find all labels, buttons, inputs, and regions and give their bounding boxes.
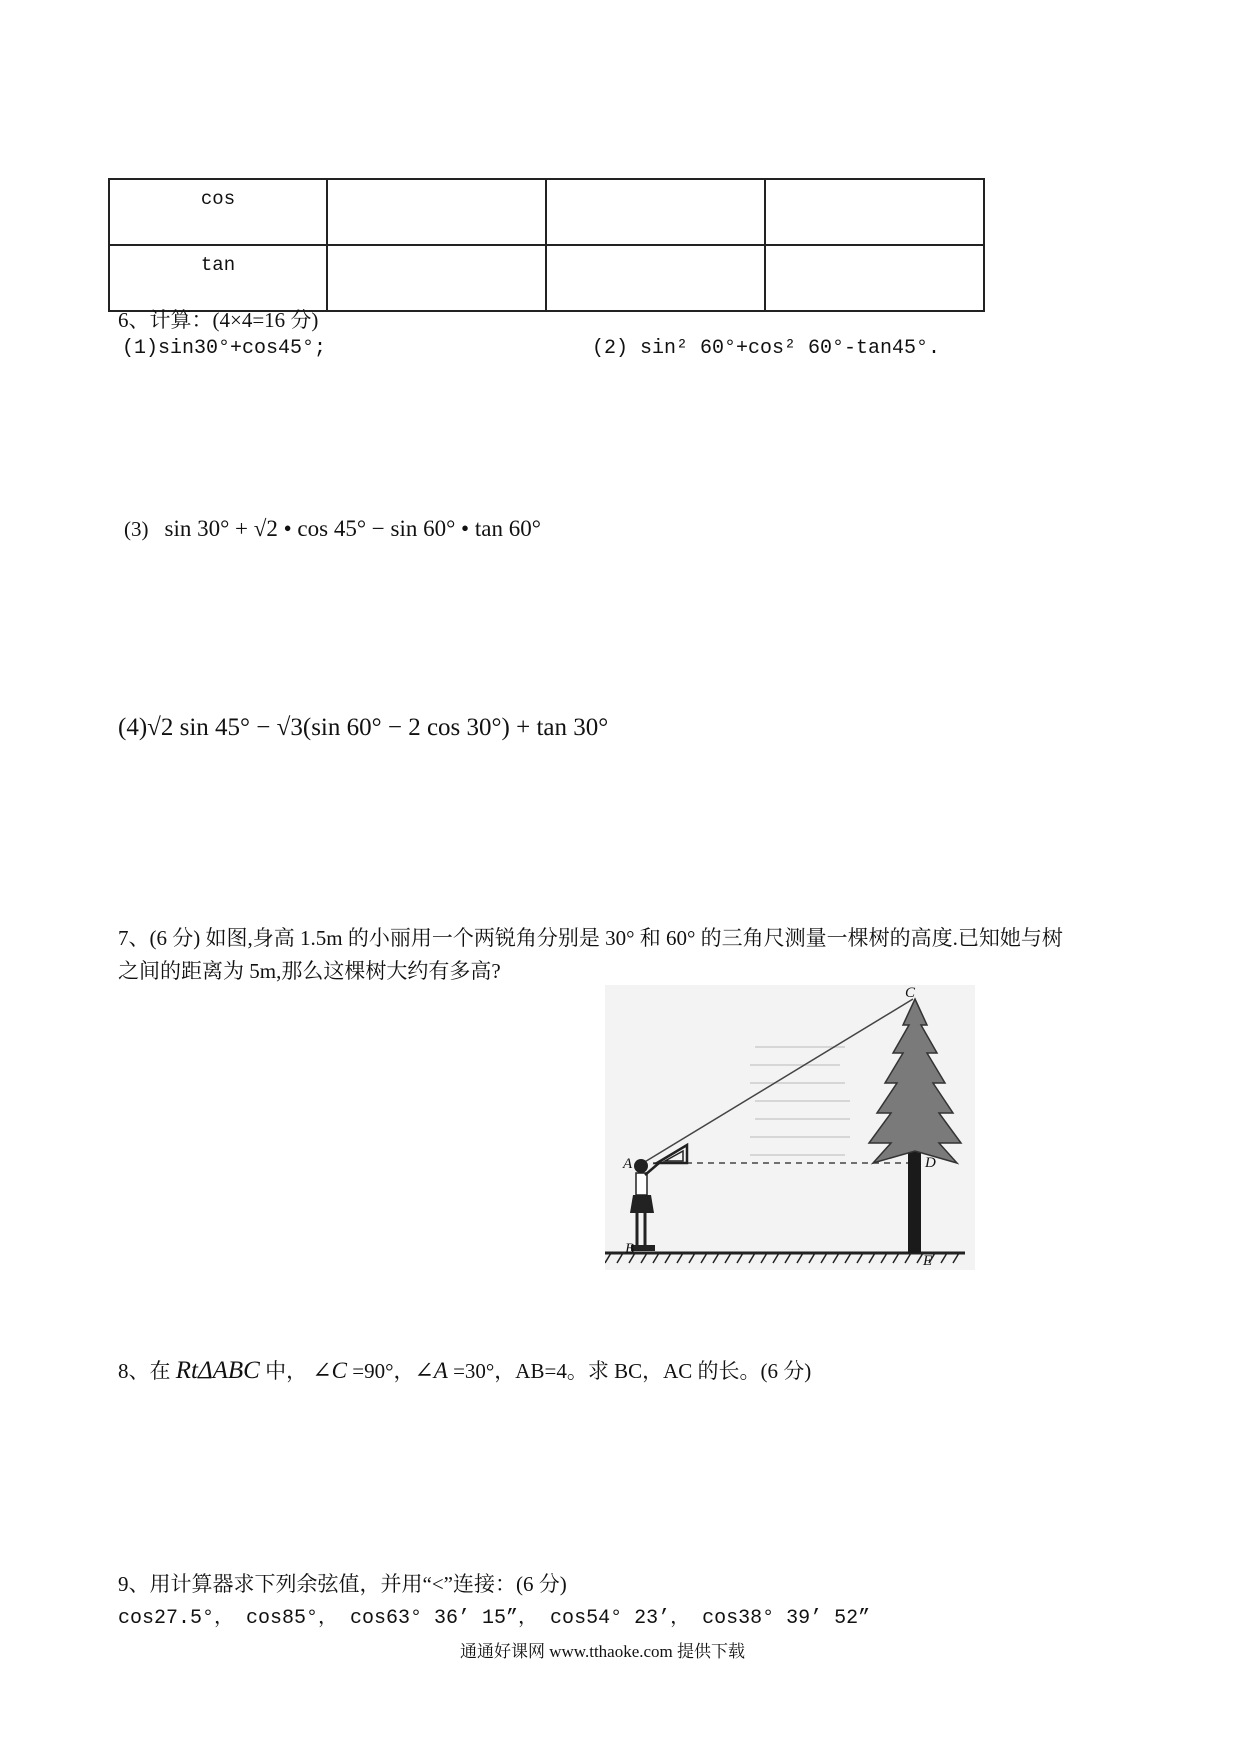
label-d: D xyxy=(925,1155,936,1171)
q8-triangle: RtΔABC xyxy=(175,1357,260,1384)
q8-prefix: 8、在 xyxy=(118,1359,176,1383)
table-cell xyxy=(765,245,984,311)
q8-angle-c: ∠C xyxy=(312,1358,347,1383)
trig-values-table xyxy=(108,178,985,312)
q9-line1: 9、用计算器求下列余弦值，并用“<”连接：(6 分) xyxy=(118,1572,567,1596)
q6-part1: (1)sin30°+cos45°; xyxy=(122,337,327,360)
label-c: C xyxy=(905,985,916,1001)
footer-text: 通通好课网 www.tthaoke.com 提供下载 xyxy=(460,1642,746,1661)
table-cell xyxy=(546,245,765,311)
q8-middle: 中， xyxy=(259,1359,313,1383)
table-cell xyxy=(327,245,546,311)
table-cell xyxy=(546,179,765,245)
table-cell-label: cos xyxy=(109,179,327,245)
q6-part3-label: (3) xyxy=(124,517,149,541)
q8-angle-a-value: =30°，AB=4。求 BC，AC 的长。(6 分) xyxy=(447,1359,812,1383)
label-a: A xyxy=(623,1156,633,1172)
q8-angle-c-value: =90°， xyxy=(346,1359,415,1383)
table-row xyxy=(109,245,984,311)
table-cell-label: tan xyxy=(109,245,327,311)
q6-part2: (2) sin² 60°+cos² 60°-tan45°. xyxy=(592,337,941,360)
q7-line1: 7、(6 分) 如图,身高 1.5m 的小丽用一个两锐角分别是 30° 和 60° 的三角尺测量一棵树的高度.已知她与树 xyxy=(118,926,1063,950)
q6-part4-expression: (4)√2 sin 45° − √3(sin 60° − 2 cos 30°) + tan 30° xyxy=(118,714,609,741)
table-cell xyxy=(765,179,984,245)
label-e: E xyxy=(923,1253,933,1269)
q9-line2: cos27.5°， cos85°， cos63° 36’ 15”， cos54° 23’， cos38° 39’ 52” xyxy=(118,1607,871,1630)
q8-line xyxy=(118,1355,811,1385)
q6-part3 xyxy=(124,516,541,542)
q6-heading: 6、计算：(4×4=16 分) xyxy=(118,308,319,332)
table-cell xyxy=(327,179,546,245)
q8-angle-a: ∠A xyxy=(414,1358,448,1383)
q6-part3-expression: sin 30° + √2 • cos 45° − sin 60° • tan 60° xyxy=(164,516,541,541)
q7-figure xyxy=(605,985,975,1270)
label-b: B xyxy=(625,1241,635,1257)
table-row xyxy=(109,179,984,245)
q7-line2: 之间的距离为 5m,那么这棵树大约有多高? xyxy=(118,959,501,983)
